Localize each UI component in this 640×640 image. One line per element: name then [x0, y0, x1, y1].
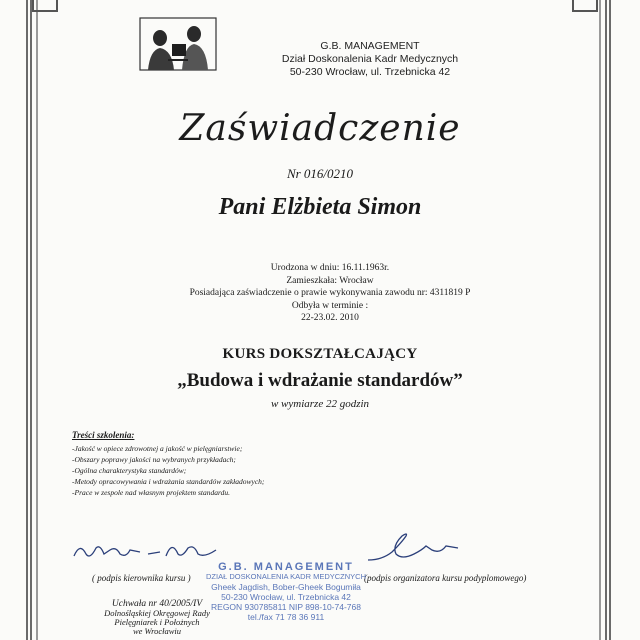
course-topic: „Budowa i wdrażanie standardów” — [177, 370, 463, 391]
border-corner-left — [32, 0, 58, 12]
list-item: -Ogólna charakterystyka standardów; — [72, 466, 187, 475]
list-item: -Obszary poprawy jakości na wybranych przykładach; — [72, 455, 236, 464]
course-leader-signature — [70, 536, 220, 564]
stamp-department: DZIAŁ DOSKONALENIA KADR MEDYCZNYCH — [205, 572, 367, 581]
birth-date: Urodzona w dniu: 16.11.1963r. — [270, 263, 390, 273]
license-number: Posiadająca zaświadczenie o prawie wykonywania zawodu nr: 4311819 P — [189, 288, 471, 298]
organizer-signature — [362, 530, 482, 566]
list-item: -Metody opracowywania i wdrażania standardów zakładowych; — [72, 477, 265, 486]
residence: Zamieszkała: Wrocław — [286, 275, 374, 286]
course-kind: KURS DOKSZTAŁCAJĄCY — [222, 346, 418, 362]
stamp-regon-nip: REGON 930785811 NIP 898-10-74-768 — [211, 602, 361, 612]
resolution-number: Uchwała nr 40/2005/IV — [111, 599, 203, 609]
department-name: Dział Doskonalenia Kadr Medycznych — [281, 53, 459, 65]
course-dates: 22-23.02. 2010 — [301, 313, 359, 323]
course-leader-role: ( podpis kierownika kursu ) — [92, 573, 191, 583]
attended-label: Odbyła w terminie : — [291, 300, 369, 311]
resolution-council: Dolnośląskiej Okręgowej Rady — [104, 608, 210, 618]
company-address: 50-230 Wrocław, ul. Trzebnicka 42 — [289, 66, 451, 78]
stamp-owners: Gheek Jagdish, Bober-Gheek Bogumiła — [211, 582, 361, 592]
certificate-title: Zaświadczenie — [179, 108, 461, 149]
resolution-city: we Wrocławiu — [132, 626, 182, 636]
stamp-address: 50-230 Wrocław, ul. Trzebnicka 42 — [221, 592, 351, 602]
list-item: -Jakość w opiece zdrowotnej a jakość w pielęgniarstwie; — [72, 444, 243, 453]
resolution-council-2: Pielęgniarek i Położnych — [114, 617, 200, 627]
recipient-name: Pani Elżbieta Simon — [218, 194, 422, 220]
company-name: G.B. MANAGEMENT — [320, 40, 420, 52]
border-corner-right — [572, 0, 598, 12]
resolution-note — [92, 600, 222, 636]
course-hours: w wymiarze 22 godzin — [270, 398, 370, 410]
stamp-company-name: G.B. MANAGEMENT — [218, 561, 354, 573]
list-item: -Prace w zespole nad własnym projektem standardu. — [72, 488, 230, 497]
stamp-phone: tel./fax 71 78 36 911 — [247, 612, 325, 622]
training-contents — [72, 430, 432, 498]
organizer-role: (podpis organizatora kursu podyplomowego) — [364, 573, 527, 583]
organization-header — [240, 40, 500, 79]
medical-staff-logo-icon — [138, 14, 220, 74]
certificate-number: Nr 016/0210 — [286, 166, 354, 181]
training-contents-title: Treści szkolenia: — [72, 430, 135, 440]
personal-details — [150, 262, 510, 325]
company-stamp — [198, 562, 374, 622]
